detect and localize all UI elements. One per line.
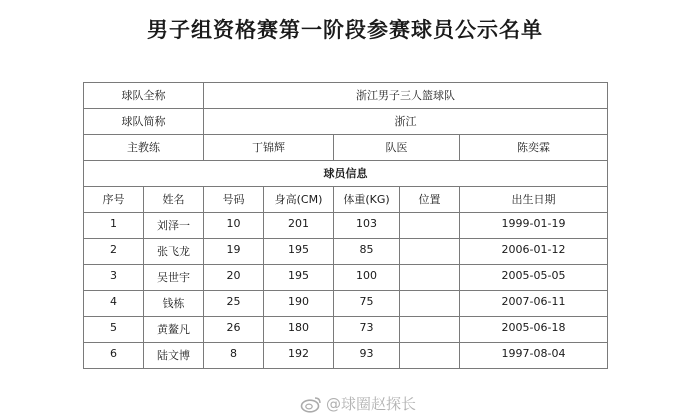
team-fullname-row	[84, 83, 608, 109]
player-birth: 2005-05-05	[460, 265, 608, 291]
coach-label: 主教练	[84, 135, 204, 161]
player-index: 3	[84, 265, 144, 291]
team-shortname-label: 球队简称	[84, 109, 204, 135]
player-birth: 1997-08-04	[460, 343, 608, 369]
player-number: 19	[204, 239, 264, 265]
watermark	[300, 393, 416, 414]
table-row	[84, 265, 608, 291]
team-fullname-value: 浙江男子三人篮球队	[204, 83, 608, 109]
col-header-birth: 出生日期	[460, 187, 608, 213]
player-position	[400, 239, 460, 265]
player-height: 195	[264, 265, 334, 291]
col-header-name: 姓名	[144, 187, 204, 213]
player-number: 25	[204, 291, 264, 317]
table-row	[84, 291, 608, 317]
col-header-position: 位置	[400, 187, 460, 213]
team-shortname-value: 浙江	[204, 109, 608, 135]
player-index: 2	[84, 239, 144, 265]
player-position	[400, 213, 460, 239]
player-weight: 103	[334, 213, 400, 239]
player-weight: 100	[334, 265, 400, 291]
watermark-text: @球圈赵探长	[326, 395, 417, 413]
player-index: 4	[84, 291, 144, 317]
player-weight: 85	[334, 239, 400, 265]
player-index: 6	[84, 343, 144, 369]
player-height: 201	[264, 213, 334, 239]
weibo-icon	[300, 395, 322, 413]
table-row	[84, 239, 608, 265]
player-birth: 2005-06-18	[460, 317, 608, 343]
player-index: 5	[84, 317, 144, 343]
player-birth: 2007-06-11	[460, 291, 608, 317]
player-height: 190	[264, 291, 334, 317]
col-header-index: 序号	[84, 187, 144, 213]
player-birth: 2006-01-12	[460, 239, 608, 265]
player-index: 1	[84, 213, 144, 239]
player-height: 180	[264, 317, 334, 343]
player-name: 钱栋	[144, 291, 204, 317]
player-weight: 93	[334, 343, 400, 369]
player-position	[400, 317, 460, 343]
doctor-label: 队医	[334, 135, 460, 161]
player-number: 10	[204, 213, 264, 239]
player-name: 陆文博	[144, 343, 204, 369]
player-name: 黄鳌凡	[144, 317, 204, 343]
col-header-height: 身高(CM)	[264, 187, 334, 213]
table-row	[84, 317, 608, 343]
page-title: 男子组资格赛第一阶段参赛球员公示名单	[147, 18, 543, 42]
player-height: 195	[264, 239, 334, 265]
section-header: 球员信息	[84, 161, 608, 187]
column-header-row	[84, 187, 608, 213]
player-position	[400, 265, 460, 291]
staff-row	[84, 135, 608, 161]
roster-table	[83, 82, 608, 369]
table-row	[84, 213, 608, 239]
player-number: 26	[204, 317, 264, 343]
player-name: 刘泽一	[144, 213, 204, 239]
col-header-number: 号码	[204, 187, 264, 213]
player-name: 吴世宇	[144, 265, 204, 291]
player-height: 192	[264, 343, 334, 369]
player-position	[400, 291, 460, 317]
player-weight: 73	[334, 317, 400, 343]
player-number: 20	[204, 265, 264, 291]
player-number: 8	[204, 343, 264, 369]
table-row	[84, 343, 608, 369]
doctor-value: 陈奕霖	[460, 135, 608, 161]
player-weight: 75	[334, 291, 400, 317]
player-name: 张飞龙	[144, 239, 204, 265]
col-header-weight: 体重(KG)	[334, 187, 400, 213]
team-fullname-label: 球队全称	[84, 83, 204, 109]
player-position	[400, 343, 460, 369]
team-shortname-row	[84, 109, 608, 135]
coach-value: 丁锦辉	[204, 135, 334, 161]
section-header-row	[84, 161, 608, 187]
player-birth: 1999-01-19	[460, 213, 608, 239]
